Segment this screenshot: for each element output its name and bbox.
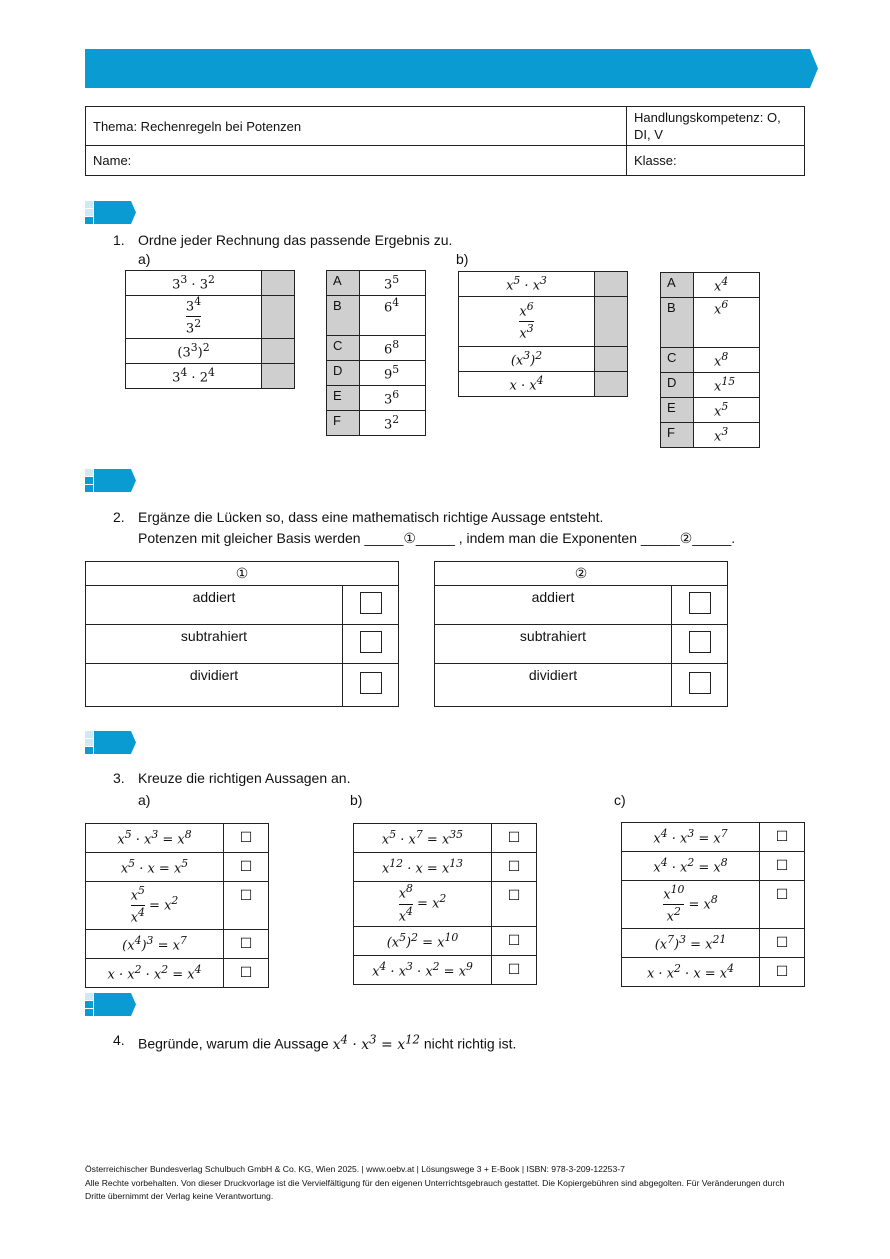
calc-a1: $3^3 \cdot 3^2$ [126, 271, 262, 296]
blank-2-header: ② [435, 562, 728, 586]
header-type: Arbeitsblatt [687, 8, 799, 30]
option-label: E [327, 386, 360, 411]
task1a-calc-table [125, 270, 295, 389]
task1-a-label: a) [138, 251, 151, 267]
task1a-options-table [326, 270, 426, 436]
checkbox[interactable] [360, 672, 382, 694]
calc-a3: $(3^3)^2$ [126, 338, 262, 363]
task2-line2: Potenzen mit gleicher Basis werden _____①_____ , indem man die Exponenten _____②_____. [138, 530, 736, 546]
statement: $x^4 \cdot x^2 = x^8$ [622, 852, 760, 881]
task3c-table [621, 822, 805, 987]
answer-cell[interactable] [262, 338, 295, 363]
task3-text: Kreuze die richtigen Aussagen an. [138, 770, 351, 786]
header-banner [85, 49, 818, 88]
statement: $x \cdot x^2 \cdot x = x^4$ [622, 958, 760, 987]
calc-b4: $x \cdot x^4$ [459, 372, 595, 397]
section-marker-2 [85, 469, 137, 492]
answer-cell[interactable] [595, 372, 628, 397]
statement: $x^5 \cdot x = x^5$ [86, 853, 224, 882]
task1-text: Ordne jeder Rechnung das passende Ergebnis zu. [138, 232, 453, 248]
checkbox[interactable] [360, 631, 382, 653]
option-value: $6^4$ [360, 296, 426, 336]
section-marker-4 [85, 993, 137, 1016]
option-value: $3^2$ [360, 411, 426, 436]
klasse-field[interactable]: Klasse: [627, 146, 805, 176]
task4-pre: Begründe, warum die Aussage [138, 1035, 333, 1052]
calc-a2: $\frac{3^4}{3^2}$ [126, 296, 262, 339]
info-table [85, 106, 805, 176]
task3-c-label: c) [614, 792, 626, 808]
blank-1-header: ① [86, 562, 399, 586]
kompetenz-cell: Handlungskompetenz: O, DI, V [627, 107, 805, 146]
footer-line2: Alle Rechte vorbehalten. Von dieser Druckvorlage ist die Vervielfältigung für den eigenen Unterrichtsgebrauch gestattet. Die Kopiergebühren sind abgegolten. Für Veränderungen durch Dritte übernimmt der Verlag keine Verantwortung. [85, 1177, 785, 1201]
option-label: F [327, 411, 360, 436]
statement: $\frac{x^{10}}{x^2}$ = $x^8$ [622, 881, 760, 929]
task3-b-label: b) [350, 792, 363, 808]
checkbox[interactable] [689, 672, 711, 694]
footer-line1: Österreichischer Bundesverlag Schulbuch GmbH & Co. KG, Wien 2025. | www.oebv.at | Lösungswege 3 + E-Book | ISBN: 978-3-209-12253-7 [85, 1164, 625, 1174]
calc-a4: $3^4 \cdot 2^4$ [126, 363, 262, 388]
option-subtrahiert: subtrahiert [86, 625, 343, 664]
checkbox[interactable]: ☐ [492, 882, 537, 927]
statement: $(x^5)^2 = x^{10}$ [354, 927, 492, 956]
statement: $x^{12} \cdot x = x^{13}$ [354, 853, 492, 882]
statement: $x \cdot x^2 \cdot x^2 = x^4$ [86, 959, 224, 988]
answer-cell[interactable] [262, 296, 295, 339]
option-dividiert: dividiert [86, 664, 343, 707]
task2-line1: Ergänze die Lücken so, dass eine mathematisch richtige Aussage entsteht. [138, 509, 604, 525]
footer [85, 1163, 805, 1204]
checkbox[interactable]: ☐ [760, 823, 805, 852]
checkbox[interactable] [689, 592, 711, 614]
answer-cell[interactable] [595, 347, 628, 372]
checkbox[interactable]: ☐ [492, 853, 537, 882]
statement: $\frac{x^5}{x^4}$ = $x^2$ [86, 882, 224, 930]
checkbox[interactable]: ☐ [224, 853, 269, 882]
task3b-table [353, 823, 537, 985]
calc-b2: $\frac{x^6}{x^3}$ [459, 297, 595, 347]
task1-b-label: b) [456, 251, 469, 267]
answer-cell[interactable] [595, 297, 628, 347]
option-addiert: addiert [86, 586, 343, 625]
option-value: $3^6$ [360, 386, 426, 411]
checkbox[interactable]: ☐ [492, 824, 537, 853]
checkbox[interactable]: ☐ [760, 852, 805, 881]
statement: $\frac{x^8}{x^4}$ = $x^2$ [354, 882, 492, 927]
task1-number: 1. [113, 232, 125, 248]
option-value: $9^5$ [360, 361, 426, 386]
task3a-table [85, 823, 269, 988]
answer-cell[interactable] [262, 271, 295, 296]
task4-number: 4. [113, 1032, 125, 1048]
checkbox[interactable]: ☐ [224, 930, 269, 959]
option-label: F [661, 423, 694, 448]
answer-cell[interactable] [595, 272, 628, 297]
option-value: $x^8$ [694, 348, 760, 373]
option-label: B [661, 298, 694, 348]
option-label: C [327, 336, 360, 361]
option-label: D [661, 373, 694, 398]
name-field[interactable]: Name: [86, 146, 627, 176]
section-marker-3 [85, 731, 137, 754]
option-label: B [327, 296, 360, 336]
statement: $x^4 \cdot x^3 \cdot x^2 = x^9$ [354, 956, 492, 985]
option-value: $x^6$ [694, 298, 760, 348]
option-label: D [327, 361, 360, 386]
answer-cell[interactable] [262, 363, 295, 388]
calc-b1: $x^5 \cdot x^3$ [459, 272, 595, 297]
checkbox[interactable] [360, 592, 382, 614]
statement: $(x^4)^3 = x^7$ [86, 930, 224, 959]
statement: $x^4 \cdot x^3 = x^7$ [622, 823, 760, 852]
checkbox[interactable] [689, 631, 711, 653]
checkbox[interactable]: ☐ [760, 958, 805, 987]
statement: $x^5 \cdot x^7 = x^{35}$ [354, 824, 492, 853]
option-addiert: addiert [435, 586, 672, 625]
option-value: $x^3$ [694, 423, 760, 448]
task3-a-label: a) [138, 792, 151, 808]
checkbox[interactable]: ☐ [224, 824, 269, 853]
thema-cell: Thema: Rechenregeln bei Potenzen [86, 107, 627, 146]
checkbox[interactable]: ☐ [224, 882, 269, 930]
task2-number: 2. [113, 509, 125, 525]
calc-b3: $(x^3)^2$ [459, 347, 595, 372]
option-label: A [327, 271, 360, 296]
option-label: E [661, 398, 694, 423]
task4-formula: $x^4 \cdot x^3 = x^{12}$ [332, 1032, 420, 1053]
option-label: A [661, 273, 694, 298]
task1b-calc-table [458, 271, 628, 397]
option-dividiert: dividiert [435, 664, 672, 707]
option-value: $3^5$ [360, 271, 426, 296]
statement: $x^5 \cdot x^3 = x^8$ [86, 824, 224, 853]
option-value: $6^8$ [360, 336, 426, 361]
checkbox[interactable]: ☐ [224, 959, 269, 988]
task3-number: 3. [113, 770, 125, 786]
task4-text [138, 1032, 516, 1053]
option-value: $x^4$ [694, 273, 760, 298]
section-marker-1 [85, 201, 137, 224]
task1b-options-table [660, 272, 760, 448]
option-value: $x^{15}$ [694, 373, 760, 398]
option-subtrahiert: subtrahiert [435, 625, 672, 664]
checkbox[interactable]: ☐ [760, 881, 805, 929]
statement: $(x^7)^3 = x^{21}$ [622, 929, 760, 958]
checkbox[interactable]: ☐ [492, 956, 537, 985]
task2-table-2 [434, 561, 728, 707]
task2-table-1 [85, 561, 399, 707]
checkbox[interactable]: ☐ [760, 929, 805, 958]
option-value: $x^5$ [694, 398, 760, 423]
option-label: C [661, 348, 694, 373]
checkbox[interactable]: ☐ [492, 927, 537, 956]
header-title: Lösungswege 3 – Online [96, 8, 331, 30]
task4-post: nicht richtig ist. [419, 1035, 517, 1052]
